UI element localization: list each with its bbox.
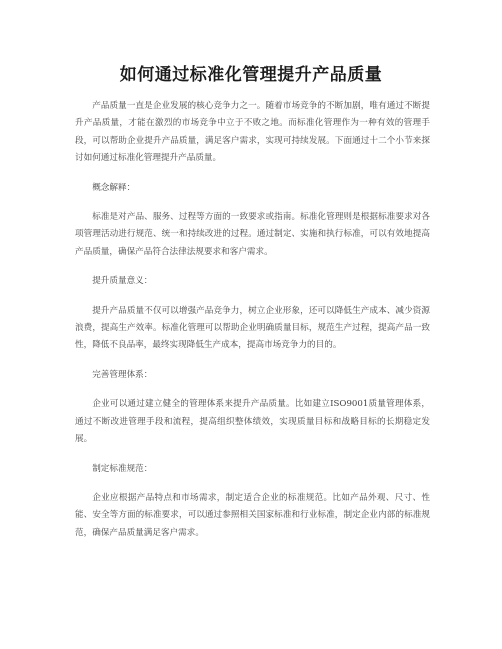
meaning-paragraph: 提升产品质量不仅可以增强产品竞争力，树立企业形象，还可以降低生产成本、减少资源浪费，提高生产效率。标准化管理可以帮助企业明确质量目标，规范生产过程，提高产品一致性，降低不良品率，最终实现降低生产成本，提高市场竞争力的目的。 — [75, 305, 430, 351]
concept-heading: 概念解释： — [92, 182, 136, 193]
system-heading: 完善管理体系： — [92, 369, 153, 380]
meaning-heading: 提升质量意义： — [92, 276, 153, 287]
norms-paragraph: 企业应根据产品特点和市场需求，制定适合企业的标准规范。比如产品外观、尺寸、性能、安全等方面的标准要求，可以通过参照相关国家标准和行业标准，制定企业内部的标准规范，确保产品质量满足客户需求。 — [75, 492, 430, 538]
system-paragraph: 企业可以通过建立健全的管理体系来提升产品质量。比如建立ISO9001质量管理体系，通过不断改进管理手段和流程，提高组织整体绩效，实现质量目标和战略目标的长期稳定发展。 — [75, 399, 430, 445]
norms-heading: 制定标准规范： — [92, 463, 153, 474]
concept-paragraph: 标准是对产品、服务、过程等方面的一致要求或指南。标准化管理则是根据标准要求对各项管理活动进行规范、统一和持续改进的过程。通过制定、实施和执行标准，可以有效地提高产品质量，确保产品符合法律法规要求和客户需求。 — [75, 212, 430, 257]
intro-paragraph: 产品质量一直是企业发展的核心竞争力之一。随着市场竞争的不断加剧，唯有通过不断提升产品质量，才能在激烈的市场竞争中立于不败之地。而标准化管理作为一种有效的管理手段，可以帮助企业提升产品质量，满足客户需求，实现可持续发展。下面通过十二个小节来探讨如何通过标准化管理提升产品质量。 — [75, 101, 430, 164]
document-body — [75, 98, 430, 554]
document-title: 如何通过标准化管理提升产品质量 — [119, 65, 383, 85]
